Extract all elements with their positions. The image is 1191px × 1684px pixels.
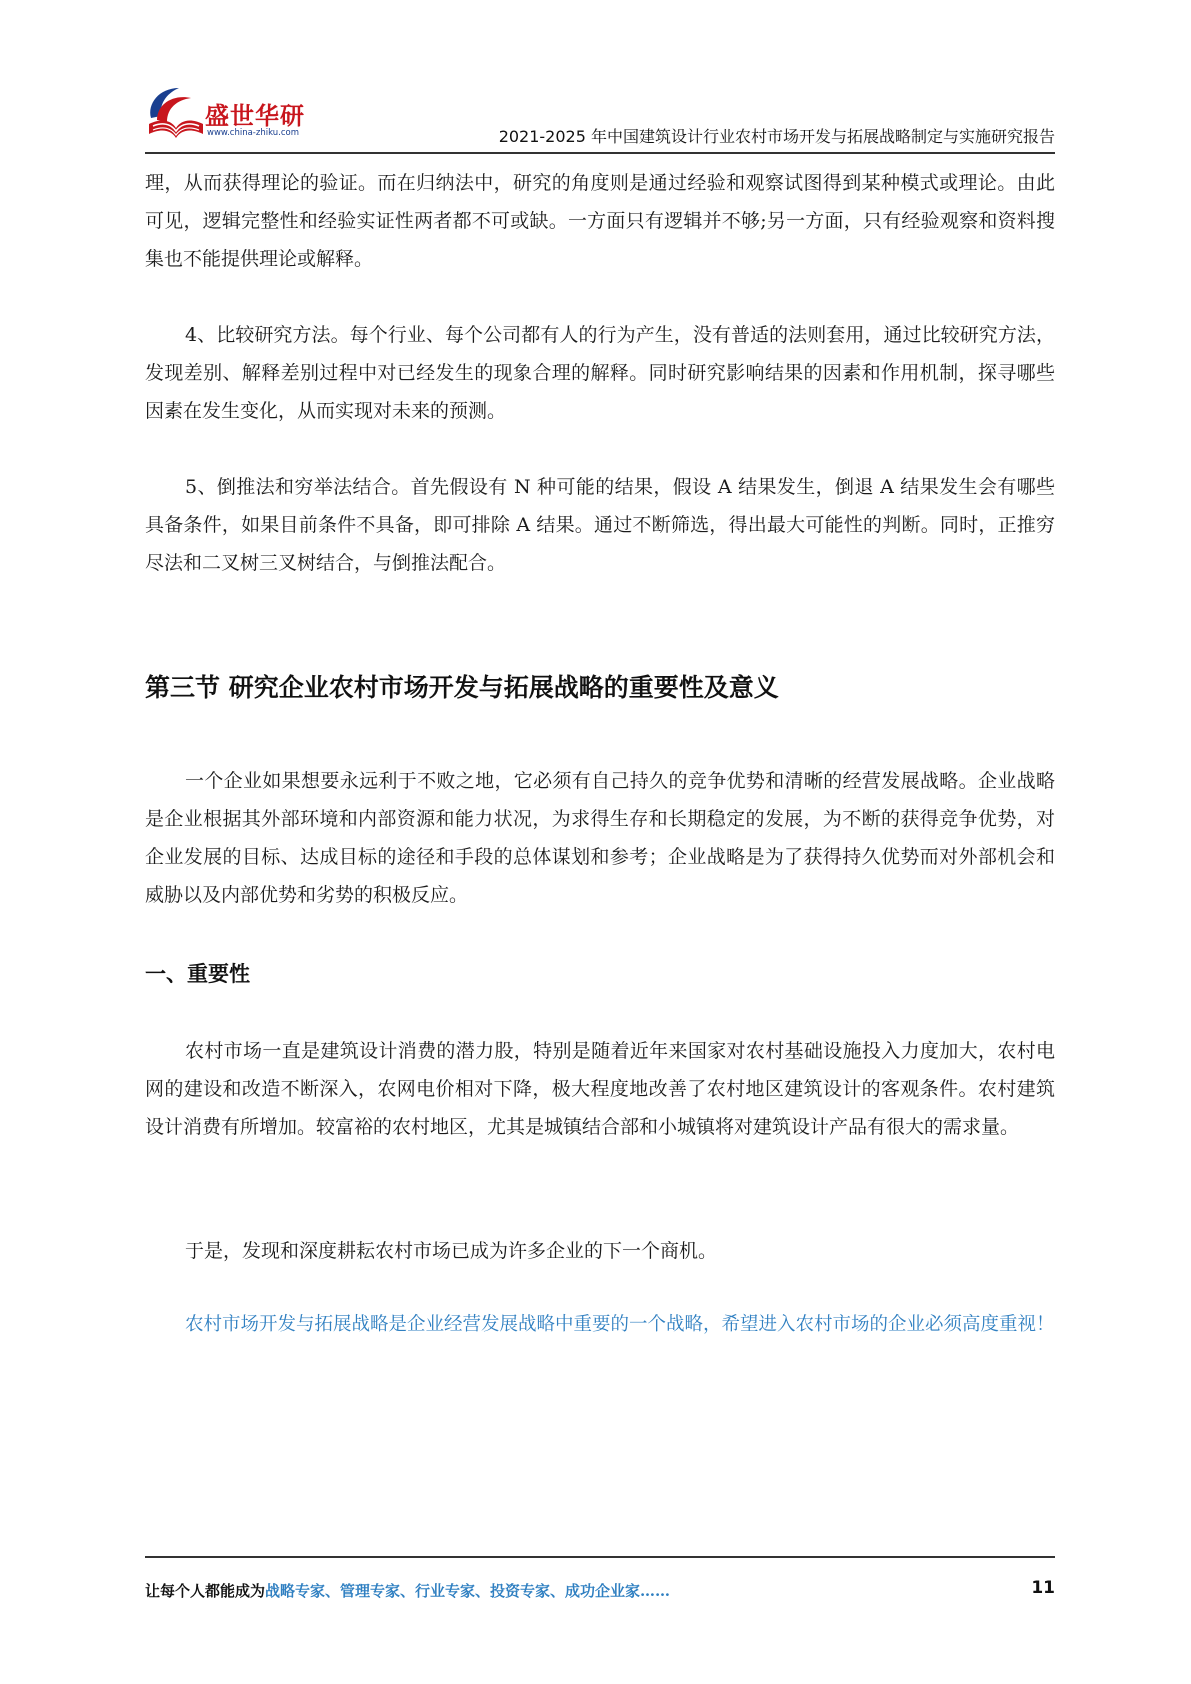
company-logo (145, 82, 320, 146)
footer-slogan (145, 1580, 670, 1601)
paragraph-deduction-continued: 理，从而获得理论的验证。而在归纳法中，研究的角度则是通过经验和观察试图得到某种模式或理论。由此可见，逻辑完整性和经验实证性两者都不可或缺。一方面只有逻辑并不够;另一方面，只有经验观察和资料搜集也不能提供理论或解释。 (145, 172, 1055, 270)
section-heading: 第三节 研究企业农村市场开发与拓展战略的重要性及意义 (145, 673, 779, 702)
report-title: 2021-2025 年中国建筑设计行业农村市场开发与拓展战略制定与实施研究报告 (498, 127, 1055, 146)
paragraph-reverse-method: 5、倒推法和穷举法结合。首先假设有 N 种可能的结果，假设 A 结果发生，倒退 A 结果发生会有哪些具备条件，如果目前条件不具备，即可排除 A 结果。通过不断筛选，得出最大可能性的判断。同时，正推穷尽法和二叉树三叉树结合，与倒推法配合。 (145, 476, 1055, 574)
footer-slogan-lead: 让每个人都能成为 (145, 1582, 266, 1600)
section-intro-block (145, 762, 1055, 914)
importance-block (145, 1032, 1055, 1146)
page-number: 11 (1031, 1578, 1055, 1598)
body-content (145, 164, 1055, 582)
highlight-block (145, 1306, 1055, 1344)
paragraph-comparison-method: 4、比较研究方法。每个行业、每个公司都有人的行为产生，没有普适的法则套用，通过比较研究方法，发现差别、解释差别过程中对已经发生的现象合理的解释。同时研究影响结果的因素和作用机制，探寻哪些因素在发生变化，从而实现对未来的预测。 (145, 324, 1055, 422)
logo-url: www.china-zhiku.com (207, 128, 299, 138)
conclusion-block (145, 1232, 1055, 1270)
header-divider (145, 152, 1055, 154)
footer-slogan-roles: 战略专家、管理专家、行业专家、投资专家、成功企业家…… (265, 1582, 671, 1600)
logo-name: 盛世华研 (205, 102, 305, 130)
footer-divider (145, 1556, 1055, 1558)
paragraph-conclusion: 于是，发现和深度耕耘农村市场已成为许多企业的下一个商机。 (185, 1240, 718, 1262)
paragraph-importance: 农村市场一直是建筑设计消费的潜力股，特别是随着近年来国家对农村基础设施投入力度加大，农村电网的建设和改造不断深入，农网电价相对下降，极大程度地改善了农村地区建筑设计的客观条件。农村建筑设计消费有所增加。较富裕的农村地区，尤其是城镇结合部和小城镇将对建筑设计产品有很大的需求量。 (145, 1040, 1055, 1138)
page-header (145, 78, 1055, 150)
subheading-importance: 一、重要性 (145, 962, 250, 986)
paragraph-highlight: 农村市场开发与拓展战略是企业经营发展战略中重要的一个战略，希望进入农村市场的企业必须高度重视！ (185, 1314, 1055, 1335)
paragraph-section-intro: 一个企业如果想要永远利于不败之地，它必须有自己持久的竞争优势和清晰的经营发展战略。企业战略是企业根据其外部环境和内部资源和能力状况，为求得生存和长期稳定的发展，为不断的获得竞争优势，对企业发展的目标、达成目标的途径和手段的总体谋划和参考；企业战略是为了获得持久优势而对外部机会和威胁以及内部优势和劣势的积极反应。 (145, 770, 1055, 906)
book-swoosh-logo-icon (145, 82, 207, 146)
